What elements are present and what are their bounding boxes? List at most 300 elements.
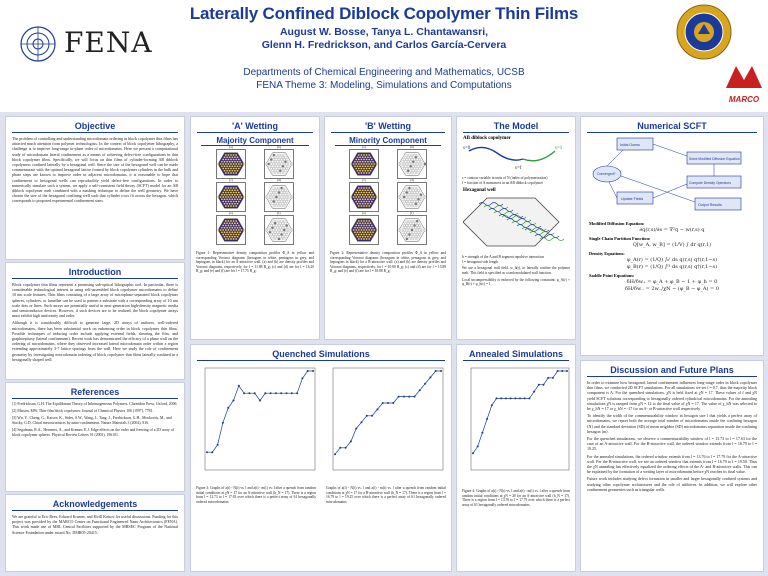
voronoi-cell [271, 165, 273, 167]
marco-logo-icon [724, 62, 764, 90]
discussion-paragraph: Future work includes studying defect formation in smaller and larger hexagonally confined systems and studying other copolymer architectures and the role of additives. In addition, we will explore other confinement geometries such as triangular wells. [587, 476, 757, 492]
voronoi-cell [271, 170, 273, 172]
microdomain-dot [237, 170, 239, 172]
voronoi-cell [284, 194, 286, 196]
microdomain-dot [372, 194, 374, 196]
voronoi-cell [283, 205, 285, 207]
microdomain-dot [228, 192, 230, 194]
microdomain-dot [357, 236, 359, 238]
voronoi-cell [406, 191, 408, 193]
microdomain-dot [370, 203, 372, 205]
voronoi-cell [278, 220, 280, 222]
references-panel [5, 382, 185, 492]
microdomain-dot [228, 154, 230, 156]
microdomain-dot [355, 201, 357, 203]
density-profile-image [350, 216, 378, 244]
voronoi-cell [286, 229, 288, 231]
voronoi-cell [424, 229, 426, 231]
microdomain-dot [225, 238, 227, 240]
plot-frame [205, 368, 315, 470]
microdomain-dot [362, 227, 364, 229]
microdomain-dot [371, 168, 373, 170]
microdomain-dot [225, 172, 227, 174]
microdomain-dot [229, 156, 231, 158]
microdomain-dot [234, 161, 236, 163]
voronoi-cell [275, 220, 277, 222]
voronoi-cell [288, 163, 290, 165]
scft-flowchart [587, 136, 759, 214]
density-profile-image [350, 183, 378, 211]
voronoi-cell [277, 189, 279, 191]
microdomain-dot [228, 234, 230, 236]
microdomain-dot [355, 225, 357, 227]
voronoi-cell [265, 163, 267, 165]
microdomain-dot [355, 234, 357, 236]
voronoi-cell [281, 200, 283, 202]
microdomain-dot [361, 163, 363, 165]
microdomain-dot [368, 187, 370, 189]
microdomain-dot [361, 159, 363, 161]
voronoi-cell [286, 200, 288, 202]
voronoi-cell [281, 187, 283, 189]
voronoi-cell [414, 163, 416, 165]
microdomain-dot [357, 170, 359, 172]
microdomain-dot [367, 194, 369, 196]
flow-box-label: Solve Modified Diffusion Equation [689, 157, 740, 161]
figure-label: (b) [410, 145, 415, 149]
microdomain-dot [363, 154, 365, 156]
voronoi-cell [420, 227, 422, 229]
voronoi-cell [415, 236, 417, 238]
microdomain-dot [234, 156, 236, 158]
figure-label: (d) [410, 178, 415, 182]
microdomain-dot [370, 227, 372, 229]
voronoi-cell [404, 156, 406, 158]
figure-label: (d) [277, 178, 282, 182]
objective-text: The problem of controlling and understanding microdomain ordering in block copolymer thin films has attracted much attention from polymer technologists. In the context of block copolymer lithography, a challenge is to improve long-range in-plane order of microdomains. Here we present a computational study of microdomain lateral confinement as a means of achieving defect-free configurations in thin block copolymer films. Specifically, we will focus on thin films of cylinder-forming AB diblock copolymers confined laterally by a hexagonal well. Since the size of the hexagonal well can be made commensurate with the optimal hexagonal lattice formed by block copolymer cylinders in the bulk and phase steps are known to improve order in adjacent microdomains, it is reasonable to hope that confinement to hexagonal wells can reproducibly yield defect-free configurations. In order to numerically simulate such a system, we apply a self-consistent field theory (SCFT) model for an AB diblock copolymer melt combined with a masking technique to define the well geometry. We have chosen the size of the hexagonal confining well such that cylinder rows fit across the hexagon, which corresponds to proposed experimental confinement sizes. [12, 136, 178, 204]
microdomain-dot [362, 165, 364, 167]
microdomain-dot [364, 165, 366, 167]
voronoi-cell [414, 229, 416, 231]
microdomain-dot [359, 203, 361, 205]
microdomain-dot [231, 231, 233, 233]
voronoi-cell [273, 172, 275, 174]
voronoi-cell [406, 238, 408, 240]
voronoi-cell [406, 205, 408, 207]
voronoi-cell [284, 165, 286, 167]
microdomain-dot [230, 159, 232, 161]
microdomain-dot [359, 156, 361, 158]
microdomain-dot [361, 196, 363, 198]
voronoi-cell [414, 172, 416, 174]
microdomain-dot [228, 163, 230, 165]
voronoi-cell [284, 170, 286, 172]
microdomain-dot [235, 229, 237, 231]
quenched-chart-b [323, 364, 447, 484]
microdomain-dot [368, 234, 370, 236]
microdomain-dot [357, 227, 359, 229]
microdomain-dot [358, 168, 360, 170]
microdomain-dot [368, 229, 370, 231]
microdomain-dot [225, 168, 227, 170]
microdomain-dot [366, 172, 368, 174]
voronoi-cell [407, 156, 409, 158]
voronoi-cell [271, 156, 273, 158]
microdomain-dot [234, 203, 236, 205]
microdomain-dot [230, 238, 232, 240]
mask-description: We use a hexagonal wall field, w_h(r), to laterally confine the polymer melt. This field is specified as a tanh modulated wall function. [462, 266, 570, 275]
voronoi-cell [269, 165, 271, 167]
microdomain-dot [235, 201, 237, 203]
voronoi-cell [284, 231, 286, 233]
microdomain-dot [228, 205, 230, 207]
voronoi-cell [414, 191, 416, 193]
microdomain-dot [371, 234, 373, 236]
voronoi-cell [416, 224, 418, 226]
voronoi-cell [404, 198, 406, 200]
microdomain-dot [366, 238, 368, 240]
voronoi-cell [273, 200, 275, 202]
voronoi-cell [406, 224, 408, 226]
voronoi-cell [284, 156, 286, 158]
voronoi-cell [278, 191, 280, 193]
voronoi-cell [286, 196, 288, 198]
microdomain-dot [353, 163, 355, 165]
voronoi-cell [281, 158, 283, 160]
voronoi-cell [287, 198, 289, 200]
voronoi-cell [275, 205, 277, 207]
voronoi-cell [410, 236, 412, 238]
voronoi-cell [416, 187, 418, 189]
voronoi-cell [407, 198, 409, 200]
quenched-caption-1: Figure 3: Graphs of a(t) - N(t) vs. l and a(t) - m(t) vs. l after a quench from random initial conditions at χN = 17 for an A-attractive wall (h_N = 17). There is a region from l = 13.73 to l = 17.63 over which there is a perfect array of 61 hexagonally ordered microdomains. [196, 486, 316, 504]
voronoi-diagram-image [265, 150, 293, 178]
voronoi-cell [406, 154, 408, 156]
voronoi-cell [408, 205, 410, 207]
figure-label: (f) [277, 211, 281, 215]
h-description: h = strength of the A and B segment repulsive interaction [462, 255, 545, 260]
voronoi-cell [412, 203, 414, 205]
microdomain-dot [238, 192, 240, 194]
voronoi-cell [288, 229, 290, 231]
density-profile-image [217, 183, 245, 211]
microdomain-dot [368, 172, 370, 174]
voronoi-cell [275, 224, 277, 226]
microdomain-dot [363, 172, 365, 174]
microdomain-dot [235, 234, 237, 236]
hex-well-label: Hexagonal well [463, 188, 496, 194]
voronoi-cell [287, 227, 289, 229]
microdomain-dot [226, 198, 228, 200]
microdomain-dot [358, 234, 360, 236]
voronoi-cell [281, 220, 283, 222]
microdomain-dot [224, 156, 226, 158]
voronoi-cell [406, 200, 408, 202]
fena-logo [18, 22, 153, 72]
annealed-chart-a [461, 364, 573, 484]
b-wetting-voronoi-plot [397, 178, 427, 212]
voronoi-cell [410, 189, 412, 191]
microdomain-dot [362, 194, 364, 196]
voronoi-cell [410, 222, 412, 224]
voronoi-cell [411, 233, 413, 235]
voronoi-cell [410, 227, 412, 229]
voronoi-cell [282, 194, 284, 196]
microdomain-dot [230, 205, 232, 207]
microdomain-dot [237, 222, 239, 224]
voronoi-cell [410, 203, 412, 205]
scft-panel [580, 116, 764, 356]
microdomain-dot [359, 222, 361, 224]
microdomain-dot [361, 192, 363, 194]
microdomain-dot [364, 161, 366, 163]
eq-partition: Q[w_A, w_B] = (1/V) ∫ dr q(r,1) [632, 242, 712, 248]
voronoi-cell [281, 229, 283, 231]
voronoi-cell [417, 165, 419, 167]
voronoi-cell [403, 163, 405, 165]
microdomain-dot [367, 189, 369, 191]
voronoi-cell [417, 194, 419, 196]
voronoi-cell [273, 220, 275, 222]
microdomain-dot [357, 222, 359, 224]
microdomain-dot [230, 225, 232, 227]
voronoi-cell [281, 191, 283, 193]
eq-saddle-1: δH/δw₊ = φ_A + φ_B − 1 + φ_h = 0 [626, 279, 718, 285]
microdomain-dot [376, 196, 378, 198]
microdomain-dot [358, 192, 360, 194]
voronoi-cell [265, 229, 267, 231]
microdomain-dot [363, 229, 365, 231]
microdomain-dot [363, 234, 365, 236]
microdomain-dot [359, 189, 361, 191]
voronoi-cell [414, 205, 416, 207]
voronoi-cell [416, 191, 418, 193]
reference-item: [4] Segalman, R.A., Hexemer, A., and Kramer, E.J. Edge effects on the order and freezing of a 2D array of block copolymer spheres. Physical Review Letters 91 (2003), 196101. [12, 428, 174, 437]
incompressibility-description: Local incompressibility is enforced by the following constraint: φ_A(r) + φ_B(r) + φ_h(r) = 1. [462, 277, 570, 287]
microdomain-dot [233, 225, 235, 227]
voronoi-cell [284, 203, 286, 205]
microdomain-dot [224, 170, 226, 172]
microdomain-dot [364, 203, 366, 205]
annealed-title: Annealed Simulations [463, 349, 569, 361]
microdomain-dot [230, 192, 232, 194]
voronoi-cell [273, 233, 275, 235]
b-wetting-voronoi-plot [397, 211, 427, 245]
voronoi-cell [421, 229, 423, 231]
microdomain-dot [363, 205, 365, 207]
plot-frame [471, 368, 569, 470]
microdomain-dot [243, 229, 245, 231]
microdomain-dot [230, 229, 232, 231]
microdomain-dot [364, 231, 366, 233]
voronoi-cell [283, 191, 285, 193]
voronoi-cell [408, 158, 410, 160]
a-wetting-panel [190, 116, 320, 340]
microdomain-dot [370, 161, 372, 163]
voronoi-cell [403, 167, 405, 169]
voronoi-cell [402, 198, 404, 200]
voronoi-cell [281, 224, 283, 226]
voronoi-cell [412, 161, 414, 163]
microdomain-dot [370, 236, 372, 238]
voronoi-cell [269, 198, 271, 200]
microdomain-dot [243, 196, 245, 198]
voronoi-cell [274, 156, 276, 158]
microdomain-dot [354, 227, 356, 229]
voronoi-cell [282, 236, 284, 238]
voronoi-cell [404, 222, 406, 224]
model-panel [456, 116, 576, 340]
microdomain-dot [230, 201, 232, 203]
voronoi-cell [282, 203, 284, 205]
voronoi-cell [417, 156, 419, 158]
microdomain-dot [362, 203, 364, 205]
voronoi-cell [408, 191, 410, 193]
voronoi-cell [284, 222, 286, 224]
microdomain-dot [374, 229, 376, 231]
microdomain-dot [364, 156, 366, 158]
voronoi-cell [283, 200, 285, 202]
discussion-paragraph: In order to examine how hexagonal, lateral confinement influences long-range order in block copolymer thin films, we conducted 2D SCFT simulations. For all simulations we set f = 0.7, thus the majority block component is A. For the quenched simulations, χN is held fixed at χN = 17. These values of f and χN yield SCFT solutions corresponding to hexagonally ordered cylindrical microdomains. For the annealing simulations χN is ramped from χN = 12 to the final value of χN = 17. The value of χ_hN was selected to be χ_hN = 17 or χ_hN = -17 for an A- or B-attractive wall respectively. [587, 380, 757, 412]
microdomain-dot [229, 222, 231, 224]
microdomain-dot [230, 168, 232, 170]
microdomain-dot [361, 220, 363, 222]
voronoi-cell [279, 189, 281, 191]
microdomain-dot [371, 225, 373, 227]
voronoi-cell [278, 205, 280, 207]
voronoi-cell [278, 229, 280, 231]
voronoi-cell [416, 238, 418, 240]
voronoi-cell [416, 200, 418, 202]
density-profile-image [217, 150, 245, 178]
eq-diffusion: ∂q(r,s)/∂s = ∇²q − w(r,s) q [639, 227, 705, 233]
microdomain-dot [370, 189, 372, 191]
microdomain-dot [370, 222, 372, 224]
voronoi-cell [277, 231, 279, 233]
microdomain-dot [355, 168, 357, 170]
voronoi-cell [414, 158, 416, 160]
microdomain-dot [363, 196, 365, 198]
microdomain-dot [235, 187, 237, 189]
microdomain-dot [235, 163, 237, 165]
a-wetting-figure-grid [191, 145, 319, 245]
voronoi-cell [286, 158, 288, 160]
a-wetting-density-plot [216, 145, 246, 179]
a-wetting-voronoi-plot [264, 211, 294, 245]
voronoi-cell [273, 191, 275, 193]
microdomain-dot [229, 198, 231, 200]
microdomain-dot [225, 196, 227, 198]
eq-density-b: φ_B(r) = (1/Q) ∫ᶠ¹ ds q(r,s) q†(r,1−s) [626, 264, 718, 270]
voronoi-cell [274, 231, 276, 233]
voronoi-cell [273, 158, 275, 160]
microdomain-dot [358, 196, 360, 198]
voronoi-cell [407, 231, 409, 233]
voronoi-cell [411, 224, 413, 226]
microdomain-dot [358, 229, 360, 231]
voronoi-cell [277, 236, 279, 238]
microdomain-dot [235, 172, 237, 174]
microdomain-dot [237, 227, 239, 229]
microdomain-dot [370, 194, 372, 196]
voronoi-cell [415, 227, 417, 229]
microdomain-dot [354, 231, 356, 233]
voronoi-cell [287, 194, 289, 196]
microdomain-dot [241, 163, 243, 165]
microdomain-dot [230, 154, 232, 156]
microdomain-dot [366, 234, 368, 236]
microdomain-dot [222, 234, 224, 236]
voronoi-cell [412, 222, 414, 224]
voronoi-cell [281, 196, 283, 198]
microdomain-dot [235, 225, 237, 227]
fraction-text: f = fraction of A monomers in an AB diblock copolymer [462, 180, 543, 185]
dept-line-2: FENA Theme 3: Modeling, Simulations and Computations [256, 80, 512, 91]
microdomain-dot [235, 192, 237, 194]
voronoi-cell [275, 196, 277, 198]
microdomain-dot [364, 198, 366, 200]
voronoi-cell [270, 163, 272, 165]
voronoi-cell [275, 154, 277, 156]
voronoi-cell [408, 229, 410, 231]
discussion-paragraph: For the annealed simulations, the ordered window extends from l = 13.76 to l = 17.79 for the A-attractive wall. For the B-attractive wall, we see an ordered window that extends from l = 16.79 to l = 19.50. Thus the χN annealing has effectively equalized the ordering effects of the A- and B-attractive walls. This can be explained by the formation of a wetting layer of microdomains before χN reaches its final value. [587, 453, 757, 475]
microdomain-dot [226, 227, 228, 229]
voronoi-cell [401, 163, 403, 165]
voronoi-diagram-image [265, 183, 293, 211]
microdomain-dot [234, 231, 236, 233]
microdomain-dot [235, 154, 237, 156]
microdomain-dot [354, 198, 356, 200]
microdomain-dot [366, 187, 368, 189]
voronoi-cell [406, 158, 408, 160]
microdomain-dot [353, 196, 355, 198]
microdomain-dot [350, 229, 352, 231]
voronoi-cell [265, 196, 267, 198]
microdomain-dot [228, 159, 230, 161]
voronoi-cell [416, 172, 418, 174]
acknowledgements-title: Acknowledgements [12, 499, 178, 511]
s1-label: s=1 [555, 146, 563, 151]
voronoi-cell [412, 227, 414, 229]
diblock-chain-diagram [463, 141, 571, 171]
microdomain-dot [233, 229, 235, 231]
voronoi-cell [410, 194, 412, 196]
introduction-text-2: Although it is considerably difficult to generate large, 2D arrays of uniform, well-ordered microdomains, there has been substantial work on enhancing order in block copolymer thin films. Possible techniques of inducing order include applying external fields, shearing the film, and graphoepitaxy (lateral confinement). Recent work has demonstrated the efficacy of a phase wall on the ordering of microdomains, where they observed increased lateral microdomain order within a region extending approximately 3-7 lattice spacings from the wall. Here we study the role of confinement geometry by investigating microdomain ordering of block copolymer thin films laterally confined in a hexagonally shaped well. [12, 320, 178, 362]
voronoi-cell [421, 163, 423, 165]
voronoi-cell [420, 231, 422, 233]
voronoi-cell [408, 196, 410, 198]
microdomain-dot [237, 203, 239, 205]
voronoi-cell [412, 165, 414, 167]
voronoi-cell [417, 189, 419, 191]
discussion-panel [580, 360, 764, 572]
microdomain-dot [234, 198, 236, 200]
microdomain-dot [367, 198, 369, 200]
microdomain-dot [235, 196, 237, 198]
voronoi-cell [275, 238, 277, 240]
voronoi-cell [277, 156, 279, 158]
microdomain-dot [239, 198, 241, 200]
microdomain-dot [358, 172, 360, 174]
voronoi-cell [277, 227, 279, 229]
voronoi-cell [274, 165, 276, 167]
microdomain-dot [237, 231, 239, 233]
microdomain-dot [355, 229, 357, 231]
voronoi-cell [275, 172, 277, 174]
voronoi-cell [416, 205, 418, 207]
voronoi-cell [273, 187, 275, 189]
authors-line-2: Glenn H. Fredrickson, and Carlos García-Cervera [261, 39, 507, 51]
